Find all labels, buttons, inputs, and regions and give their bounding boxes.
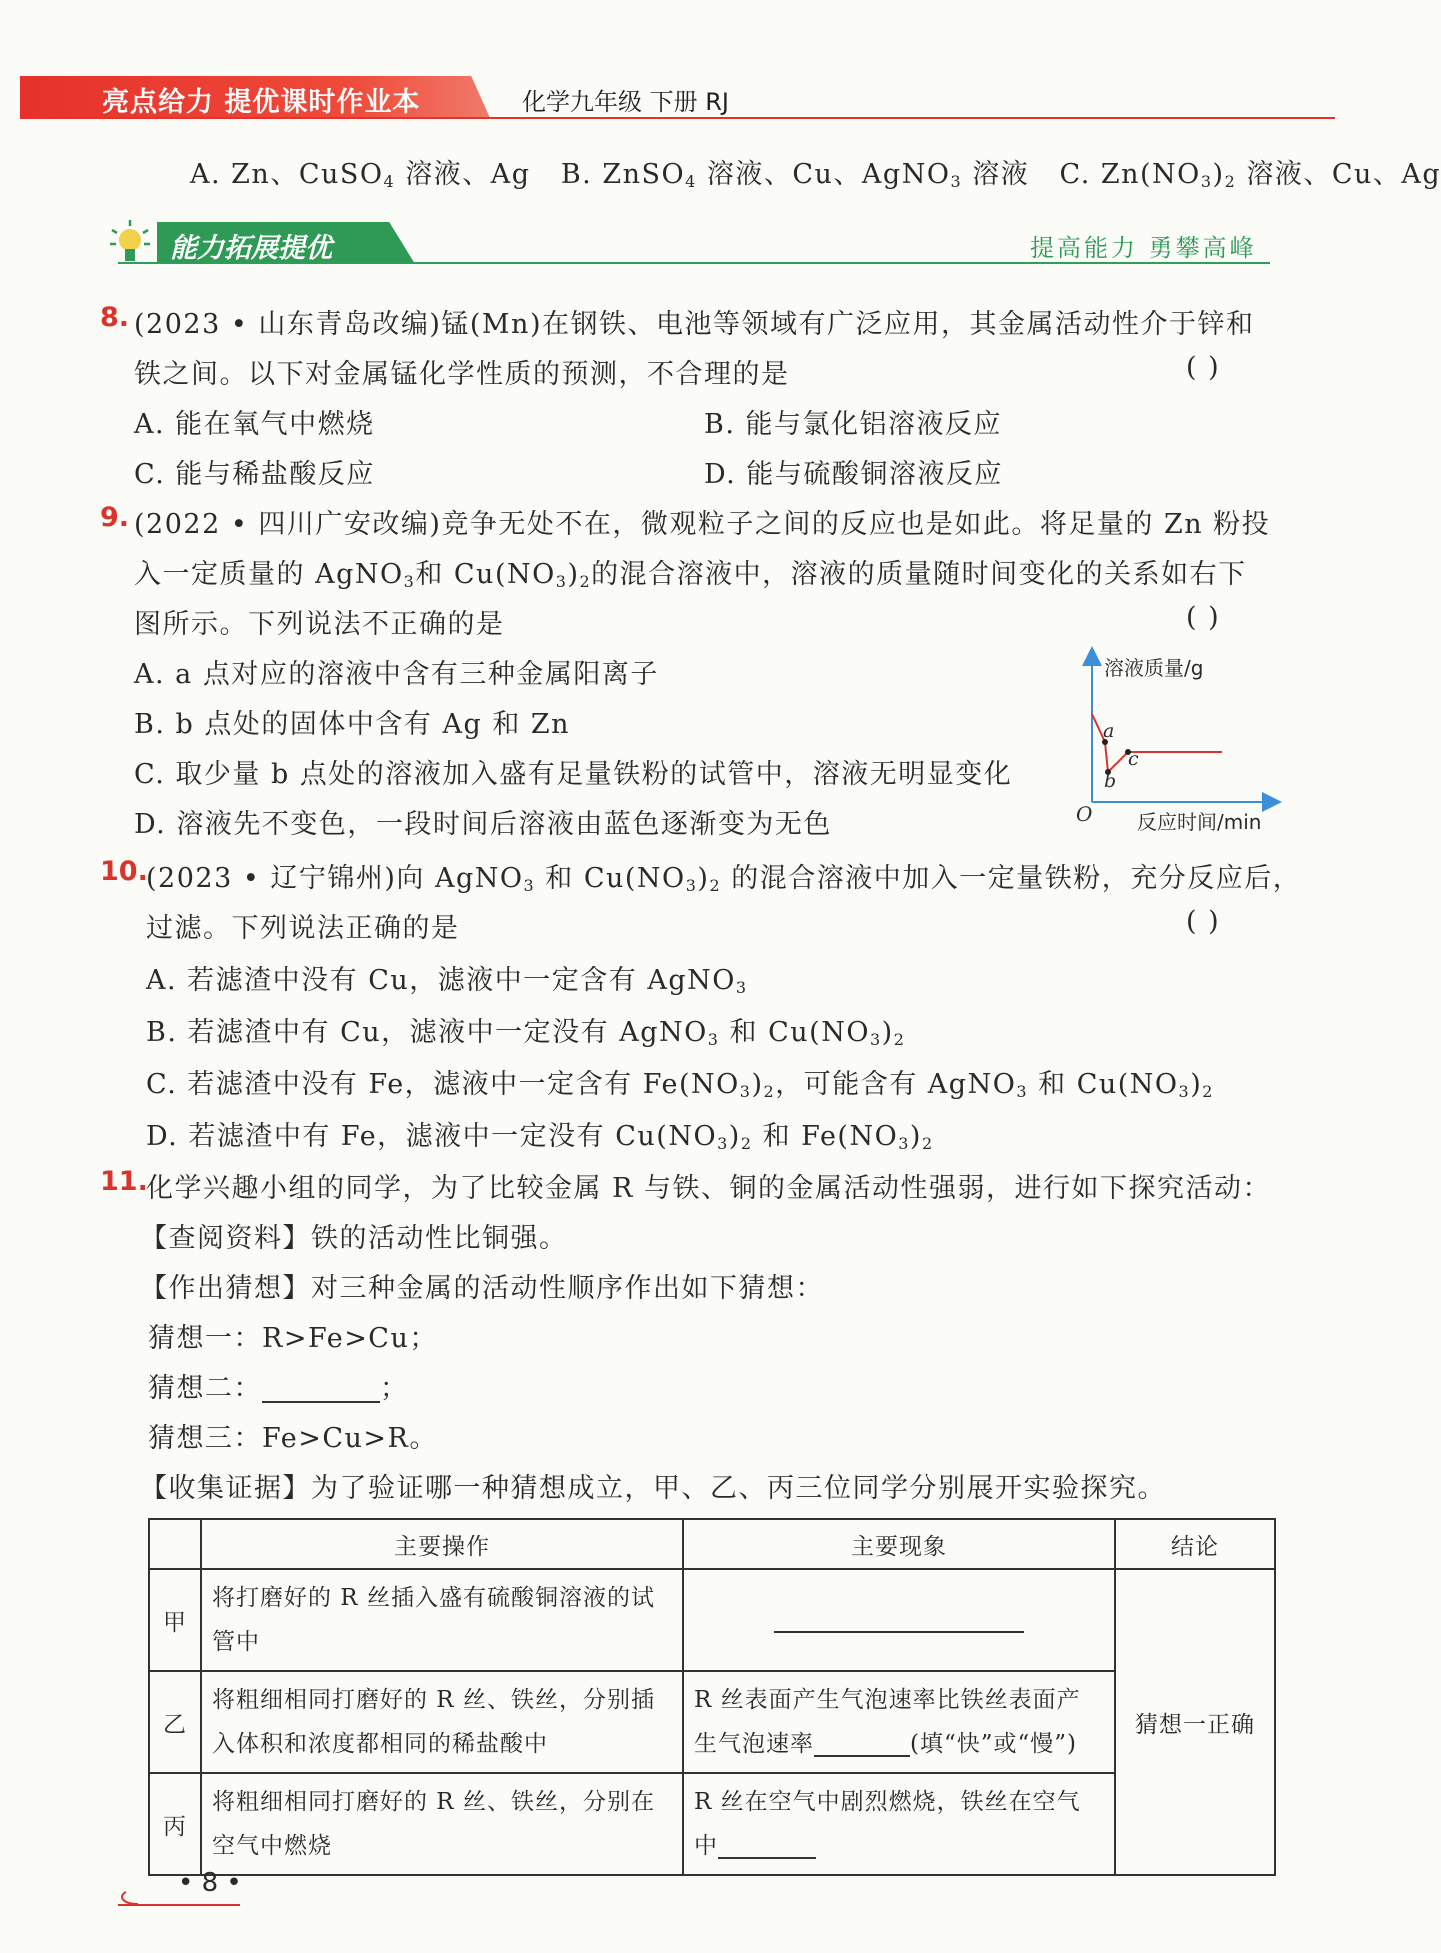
- q11-info: 【查阅资料】铁的活动性比铜强。: [140, 1223, 568, 1254]
- q9-line3: 图所示。下列说法不正确的是: [134, 609, 505, 640]
- q9-option-d: D. 溶液先不变色，一段时间后溶液由蓝色逐渐变为无色: [134, 809, 832, 840]
- q10-number: 10.: [100, 856, 148, 887]
- graph-x-label: 反应时间/min: [1137, 810, 1262, 834]
- q9-line1: (2022 • 四川广安改编)竞争无处不在，微观粒子之间的反应也是如此。将足量的 Zn 粉投: [134, 509, 1271, 540]
- q10-option-a: A. 若滤渣中没有 Cu，滤液中一定含有 AgNO$_3$: [146, 965, 748, 997]
- graph-origin: O: [1076, 802, 1093, 826]
- q8-option-a: A. 能在氧气中燃烧: [134, 409, 375, 440]
- q9-option-a: A. a 点对应的溶液中含有三种金属阳离子: [134, 659, 659, 690]
- q11-number: 11.: [100, 1166, 148, 1197]
- prev-options: A. Zn、CuSO$_4$ 溶液、Ag B. ZnSO$_4$ 溶液、Cu、AgNO$_3$ 溶液 C. $Zn(NO_3)_2$ 溶液、Cu、Ag: [190, 159, 1441, 191]
- q8-option-d: D. 能与硫酸铜溶液反应: [704, 459, 1003, 490]
- table-row: [149, 1773, 1275, 1875]
- q11-guess-2: 猜想二： ；: [148, 1373, 409, 1404]
- q8-line1: (2023 • 山东青岛改编)锰(Mn)在钢铁、电池等领域有广泛应用，其金属活动性介于锌和: [134, 309, 1255, 340]
- graph-label-a: a: [1103, 720, 1115, 742]
- q8-option-c: C. 能与稀盐酸反应: [134, 459, 375, 490]
- table-conclusion: 猜想一正确: [1115, 1569, 1275, 1875]
- table-header-blank: [149, 1519, 201, 1569]
- row-jia-operation: 将打磨好的 R 丝插入盛有硫酸铜溶液的试管中: [201, 1569, 683, 1671]
- phenomenon-blank-bing[interactable]: [718, 1831, 816, 1859]
- q10-option-c: C. 若滤渣中没有 Fe，滤液中一定含有 $Fe(NO_3)_2$，可能含有 AgNO$_3$ 和 $Cu(NO_3)_2$: [146, 1069, 1214, 1101]
- graph-label-c: c: [1128, 748, 1139, 770]
- q8-number: 8.: [100, 302, 130, 333]
- row-label-jia: 甲: [149, 1569, 201, 1671]
- row-yi-phenomenon: R 丝表面产生气泡速率比铁丝表面产生气泡速率 (填“快”或“慢”): [683, 1671, 1115, 1773]
- q10-answer-paren[interactable]: ( ): [1186, 906, 1221, 937]
- table-header-row: [149, 1519, 1275, 1569]
- q9-number: 9.: [100, 502, 130, 533]
- phenomenon-blank-yi[interactable]: [814, 1729, 910, 1757]
- q11-guess-3: 猜想三：Fe>Cu>R。: [148, 1423, 438, 1454]
- guess-2-blank[interactable]: [262, 1375, 380, 1403]
- table-header-conclusion: 结论: [1115, 1519, 1275, 1569]
- row-label-yi: 乙: [149, 1671, 201, 1773]
- q9-option-c: C. 取少量 b 点处的溶液加入盛有足量铁粉的试管中，溶液无明显变化: [134, 759, 1013, 790]
- row-bing-operation: 将粗细相同打磨好的 R 丝、铁丝，分别在空气中燃烧: [201, 1773, 683, 1875]
- q9-option-b: B. b 点处的固体中含有 Ag 和 Zn: [134, 709, 571, 740]
- book-info: 化学九年级 下册 RJ: [522, 88, 730, 116]
- table-row: [149, 1569, 1275, 1671]
- row-bing-phenomenon: R 丝在空气中剧烈燃烧，铁丝在空气中: [683, 1773, 1115, 1875]
- q9-line2: 入一定质量的 AgNO$_3$和 $Cu(NO_3)_2$的混合溶液中，溶液的质量随时间变化的关系如右下: [134, 559, 1247, 591]
- graph-y-label: 溶液质量/g: [1104, 656, 1204, 680]
- experiment-table: [148, 1518, 1276, 1876]
- q9-answer-paren[interactable]: ( ): [1186, 602, 1221, 633]
- row-jia-phenomenon: [683, 1569, 1115, 1671]
- page-number: • 8 •: [178, 1868, 242, 1898]
- q10-option-d: D. 若滤渣中有 Fe，滤液中一定没有 $Cu(NO_3)_2$ 和 $Fe(NO_3)_2$: [146, 1121, 934, 1153]
- row-label-bing: 丙: [149, 1773, 201, 1875]
- table-header-phenomenon: 主要现象: [683, 1519, 1115, 1569]
- q10-line2: 过滤。下列说法正确的是: [146, 913, 460, 944]
- q8-answer-paren[interactable]: ( ): [1186, 352, 1221, 383]
- q11-guess-1: 猜想一：R>Fe>Cu；: [148, 1323, 438, 1354]
- q8-option-b: B. 能与氯化铝溶液反应: [704, 409, 1003, 440]
- q11-line1: 化学兴趣小组的同学，为了比较金属 R 与铁、铜的金属活动性强弱，进行如下探究活动：: [146, 1173, 1271, 1204]
- footer-rule: [118, 1904, 240, 1906]
- table-row: [149, 1671, 1275, 1773]
- q10-line1: (2023 • 辽宁锦州)向 AgNO$_3$ 和 $Cu(NO_3)_2$ 的混合溶液中加入一定量铁粉，充分反应后，: [146, 863, 1302, 895]
- book-title: 亮点给力 提优课时作业本: [102, 87, 421, 118]
- q11-collect: 【收集证据】为了验证哪一种猜想成立，甲、乙、丙三位同学分别展开实验探究。: [140, 1473, 1166, 1504]
- section-slogan: 提高能力 勇攀高峰: [1030, 234, 1257, 262]
- q8-line2: 铁之间。以下对金属锰化学性质的预测，不合理的是: [134, 359, 790, 390]
- section-title: 能力拓展提优: [170, 233, 332, 264]
- phenomenon-blank-jia[interactable]: [774, 1605, 1024, 1633]
- row-yi-operation: 将粗细相同打磨好的 R 丝、铁丝，分别插入体积和浓度都相同的稀盐酸中: [201, 1671, 683, 1773]
- q11-guess-intro: 【作出猜想】对三种金属的活动性顺序作出如下猜想：: [140, 1273, 824, 1304]
- q10-option-b: B. 若滤渣中有 Cu，滤液中一定没有 AgNO$_3$ 和 $Cu(NO_3)_2$: [146, 1017, 906, 1049]
- table-header-operation: 主要操作: [201, 1519, 683, 1569]
- graph-label-b: b: [1104, 770, 1117, 792]
